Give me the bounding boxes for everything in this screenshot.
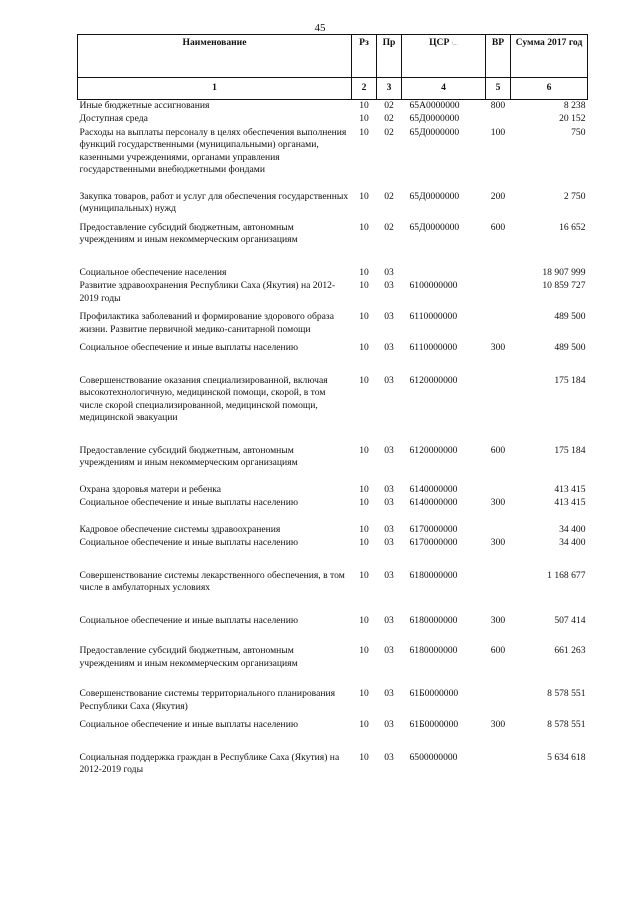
table-row bbox=[78, 484, 588, 498]
row-rz: 10 bbox=[359, 537, 369, 548]
row-csr: 61Б0000000 bbox=[409, 688, 459, 699]
row-csr: 6120000000 bbox=[409, 444, 458, 456]
row-vr bbox=[486, 267, 511, 281]
row-pr: 02 bbox=[384, 113, 394, 124]
row-rz: 10 bbox=[359, 688, 369, 699]
row-pr: 02 bbox=[384, 221, 394, 233]
row-vr: 300 bbox=[490, 719, 506, 730]
header-rz: Рз bbox=[352, 35, 377, 78]
row-pr: 03 bbox=[384, 569, 394, 581]
row-name: Охрана здоровья матери и ребенка bbox=[79, 483, 221, 495]
row-sum: 10 859 727 bbox=[542, 280, 586, 291]
row-pr: 03 bbox=[384, 751, 394, 763]
table-body bbox=[78, 99, 588, 777]
row-name: Предоставление субсидий бюджетным, автономным учреждениям и иным некоммерческим организациям bbox=[79, 444, 298, 468]
row-pr: 03 bbox=[384, 719, 394, 730]
row-rz: 10 bbox=[359, 221, 369, 233]
row-csr: 6170000000 bbox=[409, 523, 458, 535]
row-rz: 10 bbox=[359, 523, 369, 535]
budget-table bbox=[77, 34, 588, 777]
table-row bbox=[78, 113, 588, 127]
row-pr: 03 bbox=[384, 342, 394, 353]
page-number: 45 bbox=[314, 22, 326, 34]
table-row bbox=[78, 537, 588, 570]
row-csr: 65Д0000000 bbox=[409, 113, 460, 124]
row-sum: 413 415 bbox=[554, 497, 586, 508]
column-number: 3 bbox=[377, 78, 402, 100]
header-sum: Сумма 2017 год bbox=[511, 35, 588, 78]
table-row bbox=[78, 719, 588, 752]
row-csr: 6180000000 bbox=[409, 645, 458, 656]
row-sum: 34 400 bbox=[559, 523, 586, 535]
row-rz: 10 bbox=[359, 342, 369, 353]
table-row bbox=[78, 445, 588, 484]
row-csr: 65А0000000 bbox=[409, 99, 460, 111]
row-pr: 03 bbox=[384, 497, 394, 508]
row-pr: 03 bbox=[384, 645, 394, 656]
row-sum: 34 400 bbox=[559, 537, 586, 548]
row-name: Совершенствование системы территориального планирования Республики Саха (Якутия) bbox=[79, 688, 336, 712]
row-vr: 300 bbox=[490, 614, 506, 626]
row-sum: 2 750 bbox=[563, 190, 586, 202]
row-name: Социальное обеспечение и иные выплаты населению bbox=[79, 719, 298, 730]
row-pr: 02 bbox=[384, 190, 394, 202]
row-name: Профилактика заболеваний и формирование здорового образа жизни. Развитие первичной медико-санитарной помощи bbox=[79, 311, 334, 335]
row-rz: 10 bbox=[359, 751, 369, 763]
row-name: Иные бюджетные ассигнования bbox=[79, 99, 210, 111]
table-row bbox=[78, 497, 588, 524]
row-rz: 10 bbox=[359, 444, 369, 456]
row-csr: 6140000000 bbox=[409, 497, 458, 508]
row-rz: 10 bbox=[359, 126, 369, 138]
row-name: Предоставление субсидий бюджетным, автономным учреждениям и иным некоммерческим организациям bbox=[79, 645, 298, 669]
row-csr: 6180000000 bbox=[409, 614, 458, 626]
row-pr: 03 bbox=[384, 444, 394, 456]
row-rz: 10 bbox=[359, 374, 369, 386]
row-name: Развитие здравоохранения Республики Саха (Якутия) на 2012-2019 годы bbox=[79, 280, 336, 304]
row-rz: 10 bbox=[359, 311, 369, 322]
header-csr bbox=[402, 35, 486, 78]
table-row bbox=[78, 311, 588, 342]
row-sum: 507 414 bbox=[554, 614, 586, 626]
row-vr: 200 bbox=[490, 190, 506, 202]
row-sum: 16 652 bbox=[559, 221, 586, 233]
row-csr: 65Д0000000 bbox=[409, 221, 460, 233]
row-sum: 413 415 bbox=[554, 483, 586, 495]
row-csr: 6110000000 bbox=[409, 342, 458, 353]
row-name: Расходы на выплаты персоналу в целях обеспечения выполнения функций государственными (муниципальными) органами, казенными учреждениями, органами управления государственными внебюджетными фондами bbox=[79, 126, 347, 175]
row-sum: 8 578 551 bbox=[547, 688, 586, 699]
row-sum: 5 634 618 bbox=[547, 751, 586, 763]
row-sum: 18 907 999 bbox=[542, 266, 586, 278]
column-number: 2 bbox=[352, 78, 377, 100]
row-rz: 10 bbox=[359, 280, 369, 291]
row-vr bbox=[486, 752, 511, 777]
row-name: Кадровое обеспечение системы здравоохранения bbox=[79, 523, 281, 535]
row-pr: 03 bbox=[384, 483, 394, 495]
row-pr: 03 bbox=[384, 688, 394, 699]
row-csr: 65Д0000000 bbox=[409, 190, 460, 202]
row-sum: 489 500 bbox=[554, 311, 586, 322]
row-vr bbox=[486, 484, 511, 498]
table-row bbox=[78, 688, 588, 719]
row-sum: 8 238 bbox=[563, 99, 586, 111]
table-row bbox=[78, 99, 588, 113]
row-name: Социальное обеспечение и иные выплаты населению bbox=[79, 537, 298, 548]
header-row bbox=[78, 35, 588, 78]
row-csr: 6180000000 bbox=[409, 569, 458, 581]
table-row bbox=[78, 752, 588, 777]
table-row bbox=[78, 645, 588, 688]
row-vr bbox=[486, 375, 511, 445]
row-vr bbox=[486, 688, 511, 719]
row-name: Совершенствование системы лекарственного обеспечения, в том числе в амбулаторных условиях bbox=[79, 569, 345, 593]
row-csr: 6170000000 bbox=[409, 537, 458, 548]
row-pr: 03 bbox=[384, 374, 394, 386]
row-csr: 6140000000 bbox=[409, 483, 458, 495]
header-pr: Пр bbox=[377, 35, 402, 78]
row-pr: 03 bbox=[384, 266, 394, 278]
row-csr: 6120000000 bbox=[409, 374, 458, 386]
row-name: Социальное обеспечение и иные выплаты населению bbox=[79, 497, 298, 508]
row-sum: 489 500 bbox=[554, 342, 586, 353]
row-vr: 300 bbox=[490, 497, 506, 508]
table-row bbox=[78, 524, 588, 538]
table-row bbox=[78, 280, 588, 311]
row-sum: 175 184 bbox=[554, 374, 586, 386]
row-rz: 10 bbox=[359, 190, 369, 202]
row-name: Доступная среда bbox=[79, 113, 148, 124]
header-name: Наименование bbox=[78, 35, 352, 78]
row-vr: 800 bbox=[490, 99, 506, 111]
row-pr: 02 bbox=[384, 126, 394, 138]
row-name: Социальное обеспечение и иные выплаты населению bbox=[79, 614, 298, 626]
row-csr: 6500000000 bbox=[409, 751, 458, 763]
row-name: Социальная поддержка граждан в Республике Саха (Якутия) на 2012-2019 годы bbox=[79, 751, 340, 775]
row-rz: 10 bbox=[359, 266, 369, 278]
row-vr: 300 bbox=[490, 537, 506, 548]
row-csr: 65Д0000000 bbox=[409, 126, 460, 138]
table-header bbox=[78, 35, 588, 100]
column-number: 4 bbox=[402, 78, 486, 100]
row-sum: 20 152 bbox=[559, 113, 586, 124]
row-sum: 8 578 551 bbox=[547, 719, 586, 730]
column-number: 1 bbox=[78, 78, 352, 100]
row-name: Предоставление субсидий бюджетным, автономным учреждениям и иным некоммерческим организациям bbox=[79, 221, 298, 245]
row-vr bbox=[486, 280, 511, 311]
row-vr bbox=[486, 113, 511, 127]
row-rz: 10 bbox=[359, 719, 369, 730]
row-rz: 10 bbox=[359, 614, 369, 626]
row-vr: 300 bbox=[490, 342, 506, 353]
table-row bbox=[78, 375, 588, 445]
row-rz: 10 bbox=[359, 569, 369, 581]
table-row bbox=[78, 191, 588, 222]
table-row bbox=[78, 342, 588, 375]
row-rz: 10 bbox=[359, 483, 369, 495]
column-number: 6 bbox=[511, 78, 588, 100]
row-csr: 6100000000 bbox=[409, 280, 458, 291]
row-name: Закупка товаров, работ и услуг для обеспечения государственных (муниципальных) нужд bbox=[79, 190, 349, 214]
table-row bbox=[78, 127, 588, 191]
table-row bbox=[78, 267, 588, 281]
row-rz: 10 bbox=[359, 113, 369, 124]
row-pr: 03 bbox=[384, 523, 394, 535]
row-rz: 10 bbox=[359, 645, 369, 656]
table-row bbox=[78, 222, 588, 267]
row-vr bbox=[486, 524, 511, 538]
row-sum: 175 184 bbox=[554, 444, 586, 456]
header-csr-label: ЦСР bbox=[429, 37, 450, 48]
row-name: Социальное обеспечение и иные выплаты населению bbox=[79, 342, 298, 353]
row-csr: 6110000000 bbox=[409, 311, 458, 322]
row-pr: 03 bbox=[384, 614, 394, 626]
table-row bbox=[78, 570, 588, 615]
column-number-row bbox=[78, 78, 588, 100]
row-vr bbox=[486, 311, 511, 342]
row-sum: 750 bbox=[571, 126, 586, 138]
row-sum: 1 168 677 bbox=[547, 569, 586, 581]
row-pr: 03 bbox=[384, 311, 394, 322]
row-name: Социальное обеспечение населения bbox=[79, 266, 227, 278]
row-vr bbox=[486, 570, 511, 615]
row-vr: 600 bbox=[490, 444, 506, 456]
header-vr: ВР bbox=[486, 35, 511, 78]
row-name: Совершенствование оказания специализированной, включая высокотехнологичную, медицинской помощи, скорой, в том числе скорой специализированной, медицинской помощи, медицинской эвакуации bbox=[79, 374, 328, 423]
row-vr: 100 bbox=[490, 126, 506, 138]
row-csr bbox=[402, 267, 486, 281]
row-vr: 600 bbox=[490, 645, 506, 656]
row-vr: 600 bbox=[490, 221, 506, 233]
row-csr: 61Б0000000 bbox=[409, 719, 459, 730]
row-sum: 661 263 bbox=[554, 645, 586, 656]
row-pr: 03 bbox=[384, 280, 394, 291]
row-pr: 03 bbox=[384, 537, 394, 548]
column-number: 5 bbox=[486, 78, 511, 100]
table-row bbox=[78, 615, 588, 646]
row-pr: 02 bbox=[384, 99, 394, 111]
row-rz: 10 bbox=[359, 99, 369, 111]
row-rz: 10 bbox=[359, 497, 369, 508]
header-csr-mark: \... bbox=[451, 41, 458, 47]
